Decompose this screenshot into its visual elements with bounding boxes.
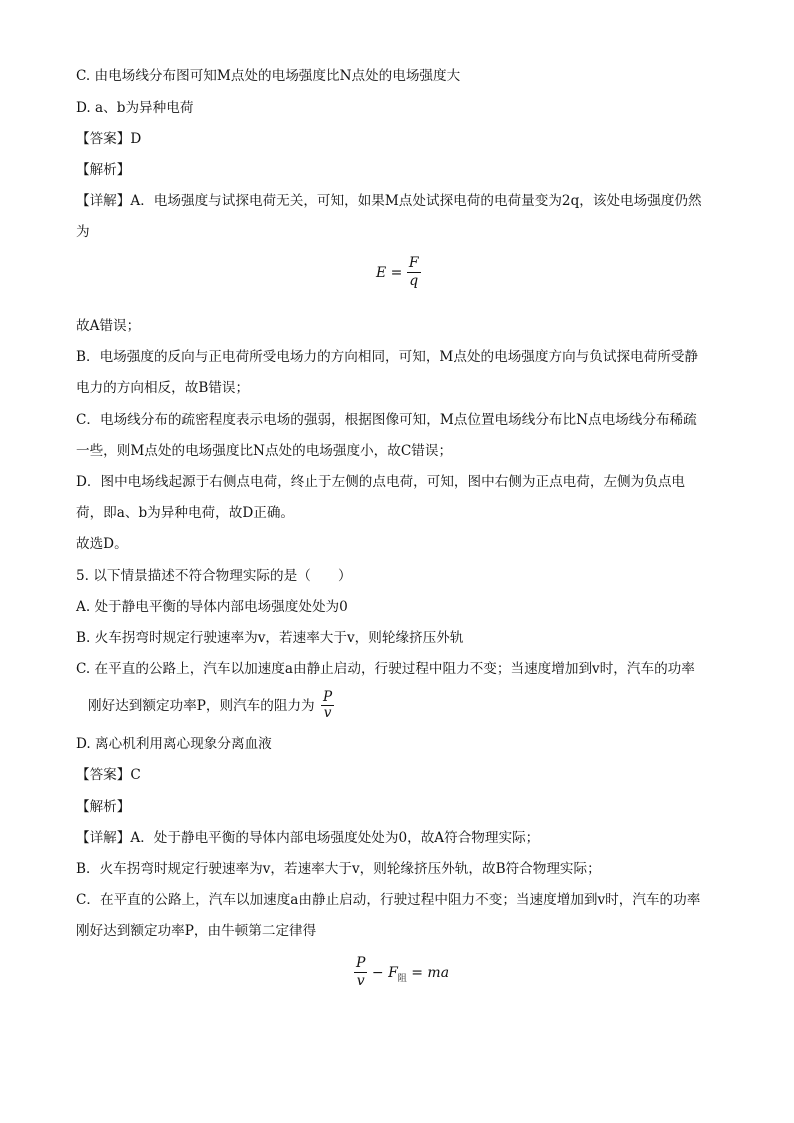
inline-fraction-denominator: v	[323, 705, 332, 721]
q5-option-a: A. 处于静电平衡的导体内部电场强度处处为0	[76, 599, 348, 615]
eq2-force	[388, 964, 407, 984]
final-choice: 故选D。	[76, 536, 128, 552]
equation-newton	[354, 956, 449, 989]
q5-option-d: D. 离心机利用离心现象分离血液	[76, 736, 272, 752]
detail-c-cont: 一些，则M点处的电场强度比N点处的电场强度小，故C错误；	[76, 443, 453, 459]
option-c: C. 由电场线分布图可知M点处的电场强度比N点处的电场强度大	[76, 68, 461, 84]
q5-detail-c-cont: 刚好达到额定功率P，由牛顿第二定律得	[76, 923, 317, 939]
answer-label: 【答案】D	[76, 131, 142, 147]
eq2-force-symbol: F	[388, 964, 398, 981]
analysis-label: 【解析】	[76, 162, 131, 178]
q5-option-c: C. 在平直的公路上，汽车以加速度a由静止启动，行驶过程中阻力不变；当速度增加到v时，汽车的功率	[76, 661, 695, 677]
q5-detail-b: B．火车拐弯时规定行驶速率为v，若速率大于v，则轮缘挤压外轨，故B符合物理实际；	[76, 861, 601, 877]
detail-a: 【详解】A．电场强度与试探电荷无关，可知，如果M点处试探电荷的电荷量变为2q，该处电场强度仍然	[76, 193, 702, 209]
q5-detail-c: C．在平直的公路上，汽车以加速度a由静止启动，行驶过程中阻力不变；当速度增加到v时，汽车的功率	[76, 892, 701, 908]
q5-answer-label: 【答案】C	[76, 767, 141, 783]
q5-option-c-text: 刚好达到额定功率P，则汽车的阻力为	[88, 697, 315, 714]
equation-e-f-q	[376, 256, 421, 289]
eq1-denominator: q	[409, 273, 419, 289]
q5-analysis-label: 【解析】	[76, 799, 131, 815]
detail-c: C．电场线分布的疏密程度表示电场的强弱，根据图像可知，M点位置电场线分布比N点电场线分布稀疏	[76, 412, 697, 428]
eq1-numerator: F	[408, 255, 419, 271]
eq1-fraction	[407, 256, 421, 289]
detail-a-cont: 为	[76, 224, 90, 240]
question-5: 5. 以下情景描述不符合物理实际的是（ ）	[76, 568, 352, 584]
eq2-denominator: v	[356, 973, 365, 989]
eq2-rhs: = ma	[411, 964, 450, 981]
inline-fraction-numerator: P	[322, 689, 333, 705]
eq2-minus: −	[371, 964, 384, 981]
eq2-numerator: P	[356, 955, 366, 971]
q5-option-c-cont	[88, 690, 334, 721]
inline-fraction-p-v	[321, 690, 334, 721]
q5-option-b: B. 火车拐弯时规定行驶速率为v，若速率大于v，则轮缘挤压外轨	[76, 630, 464, 646]
detail-d-cont: 荷，即a、b为异种电荷，故D正确。	[76, 505, 295, 521]
detail-b-cont: 电力的方向相反，故B错误；	[76, 380, 250, 396]
eq1-lhs: E =	[376, 264, 403, 281]
eq2-fraction	[354, 956, 367, 989]
option-d: D. a、b为异种电荷	[76, 100, 194, 116]
detail-b: B．电场强度的反向与正电荷所受电场力的方向相同，可知，M点处的电场强度方向与负试探电荷所受静	[76, 349, 699, 365]
detail-d: D．图中电场线起源于右侧点电荷，终止于左侧的点电荷，可知，图中右侧为正点电荷，左侧为负点电	[76, 474, 686, 490]
q5-detail-a: 【详解】A．处于静电平衡的导体内部电场强度处处为0，故A符合物理实际；	[76, 830, 540, 846]
eq2-force-subscript: 阻	[397, 973, 407, 984]
conclusion-a: 故A错误；	[76, 318, 141, 334]
